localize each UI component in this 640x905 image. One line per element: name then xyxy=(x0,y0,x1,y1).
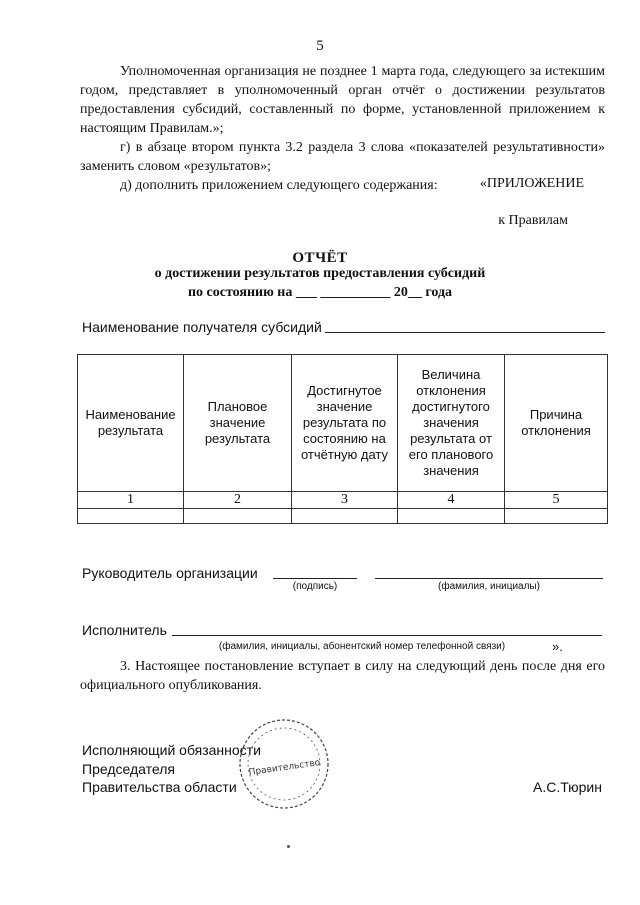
column-number: 2 xyxy=(184,492,292,509)
appendix-title: «ПРИЛОЖЕНИЕ xyxy=(479,176,584,191)
table-header-row xyxy=(78,355,608,492)
executor-end: ». xyxy=(552,639,563,654)
effective-paragraph xyxy=(80,657,605,695)
recipient-label: Наименование получателя субсидий xyxy=(82,319,322,335)
header-deviation: Величина отклонения достигнутого значения результата от его планового значения xyxy=(398,355,505,492)
table-cell xyxy=(398,509,505,524)
official-stamp xyxy=(232,712,332,812)
executor-label: Исполнитель xyxy=(82,622,167,638)
item-d-text: д) дополнить приложением следующего содержания: xyxy=(120,178,438,193)
report-subtitle: о достижении результатов предоставления субсидий xyxy=(154,266,486,281)
date-blanks: ___ __________ xyxy=(295,285,391,300)
effective-text: 3. Настоящее постановление вступает в силу на следующий день после дня его официального опубликования. xyxy=(80,659,605,693)
column-number: 3 xyxy=(292,492,398,509)
name-line xyxy=(375,578,603,579)
scan-mark xyxy=(287,845,290,848)
header-deviation-reason: Причина отклонения xyxy=(505,355,608,492)
table-number-row xyxy=(78,492,608,509)
name-caption: (фамилия, инициалы) xyxy=(438,581,540,592)
table-cell xyxy=(184,509,292,524)
report-table xyxy=(77,354,608,524)
table-empty-row xyxy=(78,509,608,524)
date-year: 20__ года xyxy=(393,285,453,300)
head-label: Руководитель организации xyxy=(82,565,258,581)
signatory-name: А.С.Тюрин xyxy=(532,779,602,795)
column-number: 1 xyxy=(78,492,184,509)
executor-caption: (фамилия, инициалы, абонентский номер телефонной связи) xyxy=(218,641,506,652)
column-number: 4 xyxy=(398,492,505,509)
table-cell xyxy=(505,509,608,524)
item-g-text: г) в абзаце втором пункта 3.2 раздела 3 слова «показателей результативности» заменить словом «результатов»; xyxy=(80,140,605,174)
executor-line xyxy=(172,635,602,636)
report-date xyxy=(0,285,640,301)
date-prefix: по состоянию на xyxy=(187,285,293,300)
table-cell xyxy=(292,509,398,524)
signature-line xyxy=(273,578,357,579)
column-number: 5 xyxy=(505,492,608,509)
stamp-text: Правительство xyxy=(248,757,321,778)
header-achieved-value: Достигнутое значение результата по состоянию на отчётную дату xyxy=(292,355,398,492)
page-number: 5 xyxy=(316,38,324,54)
header-result-name: Наименование результата xyxy=(78,355,184,492)
chairman-title: Председателя xyxy=(82,761,175,777)
signature-caption: (подпись) xyxy=(292,581,338,592)
acting-title: Исполняющий обязанности xyxy=(82,742,261,758)
appendix-subtitle: к Правилам xyxy=(498,213,568,228)
report-heading: ОТЧЁТ xyxy=(292,250,348,266)
header-planned-value: Плановое значение результата xyxy=(184,355,292,492)
government-title: Правительства области xyxy=(82,779,237,795)
table-cell xyxy=(78,509,184,524)
recipient-blank-line xyxy=(325,332,605,333)
intro-text: Уполномоченная организация не позднее 1 марта года, следующего за истекшим годом, представляет в уполномоченный орган отчёт о достижении результатов предоставления субсидий, составленный по форме, установленной приложением к настоящим Правилам.»; xyxy=(80,64,605,136)
